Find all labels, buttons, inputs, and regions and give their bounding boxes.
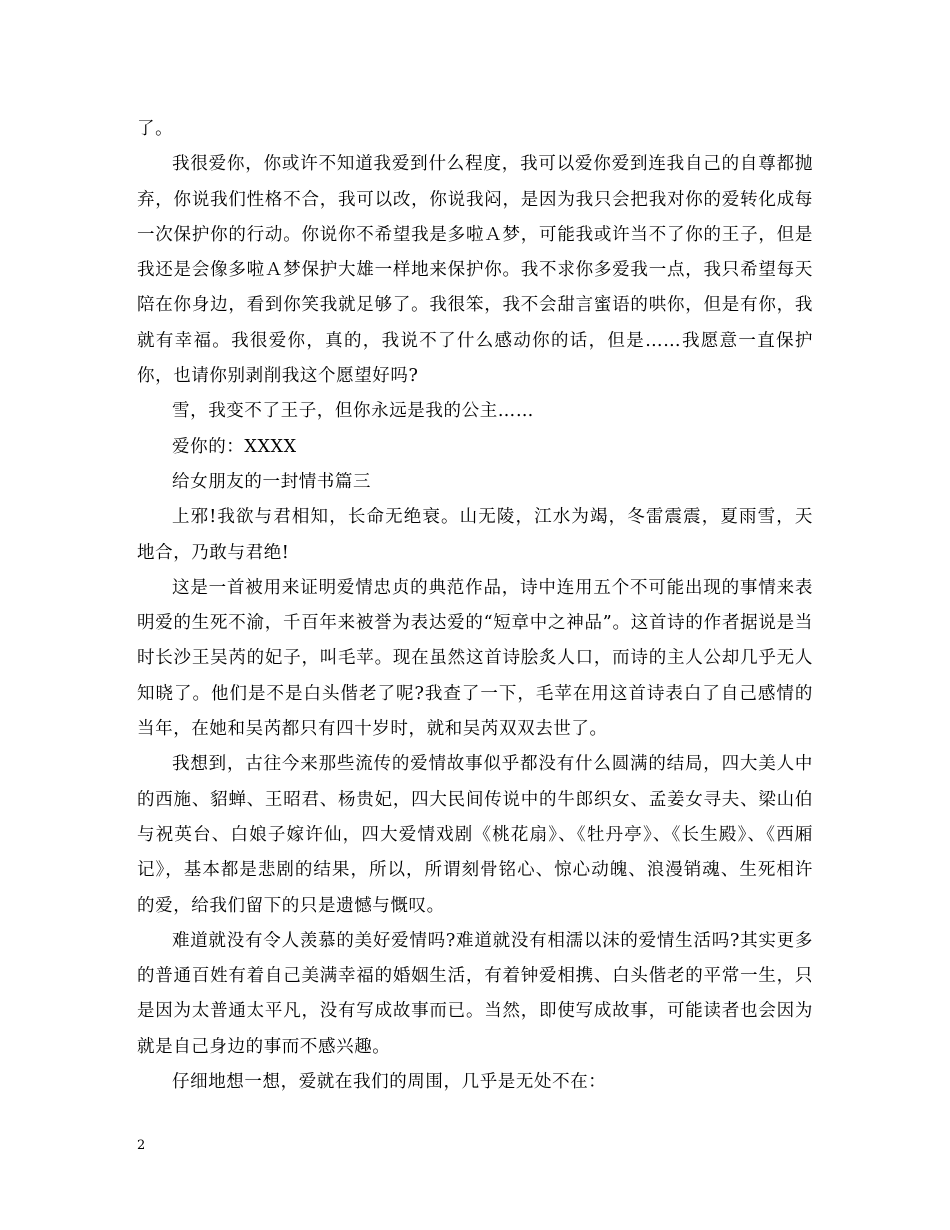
paragraph-love-letter: 我很爱你，你或许不知道我爱到什么程度，我可以爱你爱到连我自己的自尊都抛弃，你说我们性格不合，我可以改，你说我闷，是因为我只会把我对你的爱转化成每一次保护你的行动。你说你不希望我是多啦Ａ梦，可能我或许当不了你的王子，但是我还是会像多啦Ａ梦保护大雄一样地来保护你。我不求你多爱我一点，我只希望每天陪在你身边，看到你笑我就足够了。我很笨，我不会甜言蜜语的哄你，但是有你，我就有幸福。我很爱你，真的，我说不了什么感动你的话，但是……我愿意一直保护你，也请你别剥削我这个愿望好吗? <box>137 154 813 387</box>
page-number: 2 <box>137 1138 146 1153</box>
paragraph-conclusion: 仔细地想一想，爱就在我们的周围，几乎是无处不在： <box>172 1072 607 1093</box>
section-heading: 给女朋友的一封情书篇三 <box>172 471 372 492</box>
document-body <box>137 112 813 1100</box>
paragraph-signature: 爱你的：XXXX <box>172 436 297 457</box>
paragraph-poem: 上邪!我欲与君相知，长命无绝衰。山无陵，江水为竭，冬雷震震，夏雨雪，天地合，乃敢与君绝! <box>137 507 813 563</box>
paragraph-poem-commentary: 这是一首被用来证明爱情忠贞的典范作品，诗中连用五个不可能出现的事情来表明爱的生死不渝，千百年来被誉为表达爱的“短章中之神品”。这首诗的作者据说是当时长沙王吴芮的妃子，叫毛苹。现在虽然这首诗脍炙人口，而诗的主人公却几乎无人知晓了。他们是不是白头偕老了呢?我查了一下，毛苹在用这首诗表白了自己感情的当年，在她和吴芮都只有四十岁时，就和吴芮双双去世了。 <box>137 577 813 740</box>
paragraph-ordinary-love: 难道就没有令人羡慕的美好爱情吗?难道就没有相濡以沫的爱情生活吗?其实更多的普通百姓有着自己美满幸福的婚姻生活，有着钟爱相携、白头偕老的平常一生，只是因为太普通太平凡，没有写成故事而已。当然，即使写成故事，可能读者也会因为就是自己身边的事而不感兴趣。 <box>137 930 813 1057</box>
paragraph-closing-line: 雪，我变不了王子，但你永远是我的公主…… <box>172 401 534 422</box>
paragraph-continuation: 了。 <box>137 119 174 139</box>
paragraph-love-stories: 我想到，古往今来那些流传的爱情故事似乎都没有什么圆满的结局，四大美人中的西施、貂蝉、王昭君、杨贵妃，四大民间传说中的牛郎织女、孟姜女寻夫、梁山伯与祝英台、白娘子嫁许仙，四大爱情戏剧《桃花扇》、《牡丹亭》、《长生殿》、《西厢记》，基本都是悲剧的结果，所以，所谓刻骨铭心、惊心动魄、浪漫销魂、生死相许的爱，给我们留下的只是遗憾与慨叹。 <box>137 754 813 916</box>
